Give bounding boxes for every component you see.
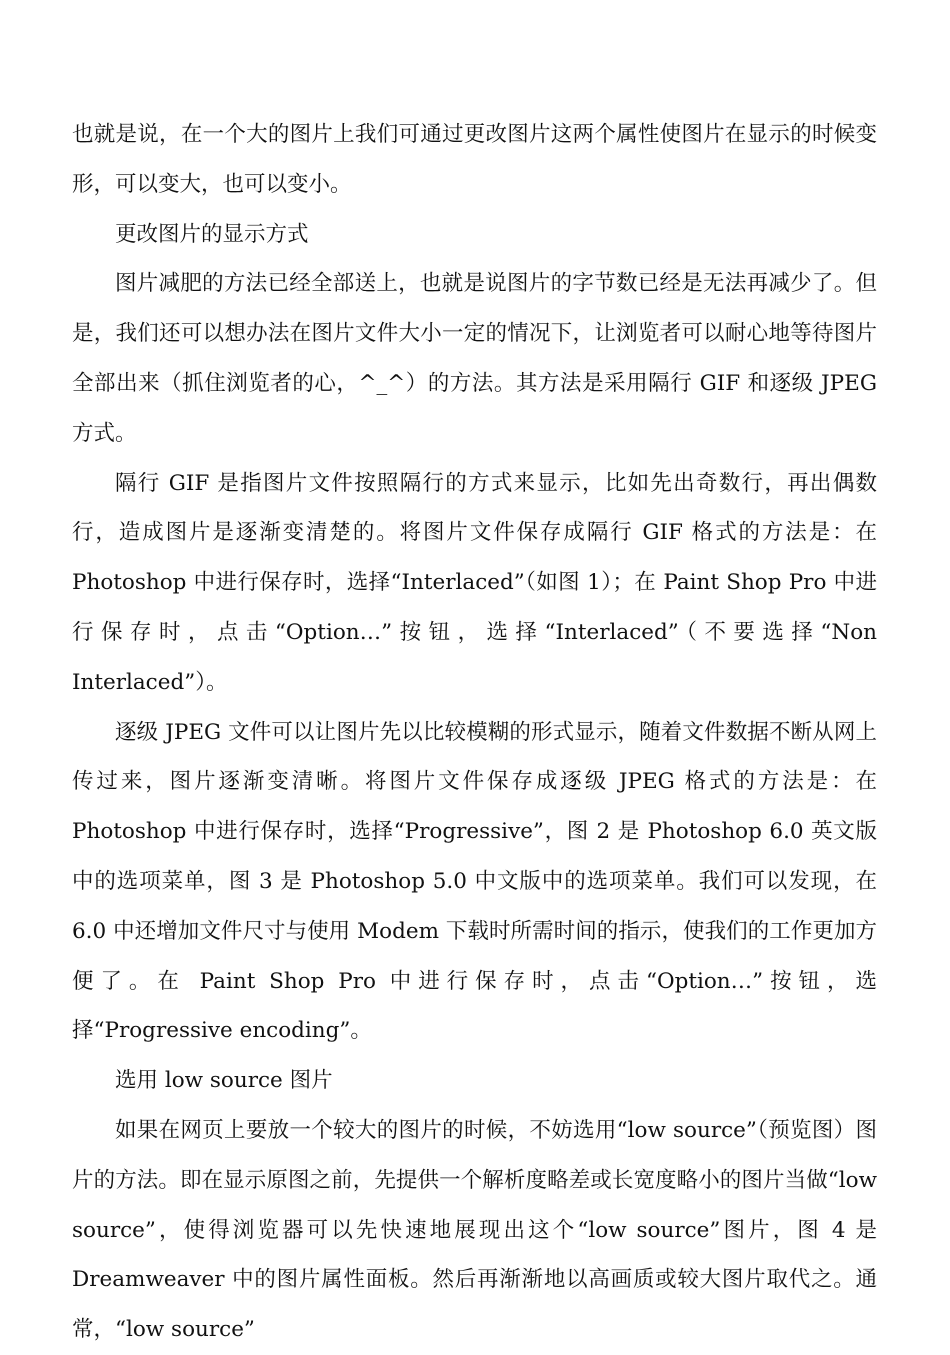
paragraph-low-source: 如果在网页上要放一个较大的图片的时候，不妨选用“low source”（预览图）图片的方法。即在显示原图之前，先提供一个解析度略差或长宽度略小的图片当做“low source”，使得浏览器可以先快速地展现出这个“low source”图片，图 4 是 Dreamweaver 中的图片属性面板。然后再渐渐地以高画质或较大图片取代之。通常，“low source” xyxy=(72,1117,877,1343)
paragraph-image-size-limit: 图片减肥的方法已经全部送上，也就是说图片的字节数已经是无法再减少了。但是，我们还可以想办法在图片文件大小一定的情况下，让浏览者可以耐心地等待图片全部出来（抓住浏览者的心，^_^）的方法。其方法是采用隔行 GIF 和逐级 JPEG 方式。 xyxy=(72,271,877,446)
section-heading-display-mode: 更改图片的显示方式 xyxy=(115,221,309,247)
paragraph-progressive-jpeg: 逐级 JPEG 文件可以让图片先以比较模糊的形式显示，随着文件数据不断从网上传过来，图片逐渐变清晰。将图片文件保存成逐级 JPEG 格式的方法是：在 Photoshop 中进行保存时，选择“Progressive”，图 2 是 Photoshop 6.0 英文版中的选项菜单，图 3 是 Photoshop 5.0 中文版中的选项菜单。我们可以发现，在 6.0 中还增加文件尺寸与使用 Modem 下载时所需时间的指示，使我们的工作更加方便了。在 Paint Shop Pro 中进行保存时，点击“Option…”按钮，选择“Progressive encoding”。 xyxy=(72,719,877,1044)
section-heading-low-source: 选用 low source 图片 xyxy=(115,1068,333,1094)
paragraph-intro-continued: 也就是说，在一个大的图片上我们可通过更改图片这两个属性使图片在显示的时候变形，可以变大，也可以变小。 xyxy=(72,122,877,197)
paragraph-interlaced-gif: 隔行 GIF 是指图片文件按照隔行的方式来显示，比如先出奇数行，再出偶数行，造成图片是逐渐变清楚的。将图片文件保存成隔行 GIF 格式的方法是：在 Photoshop 中进行保存时，选择“Interlaced”（如图 1）；在 Paint Shop Pro 中进行保存时，点击“Option…”按钮，选择“Interlaced”（不要选择“Non Interlaced”）。 xyxy=(72,470,877,695)
document-page xyxy=(72,110,877,1355)
